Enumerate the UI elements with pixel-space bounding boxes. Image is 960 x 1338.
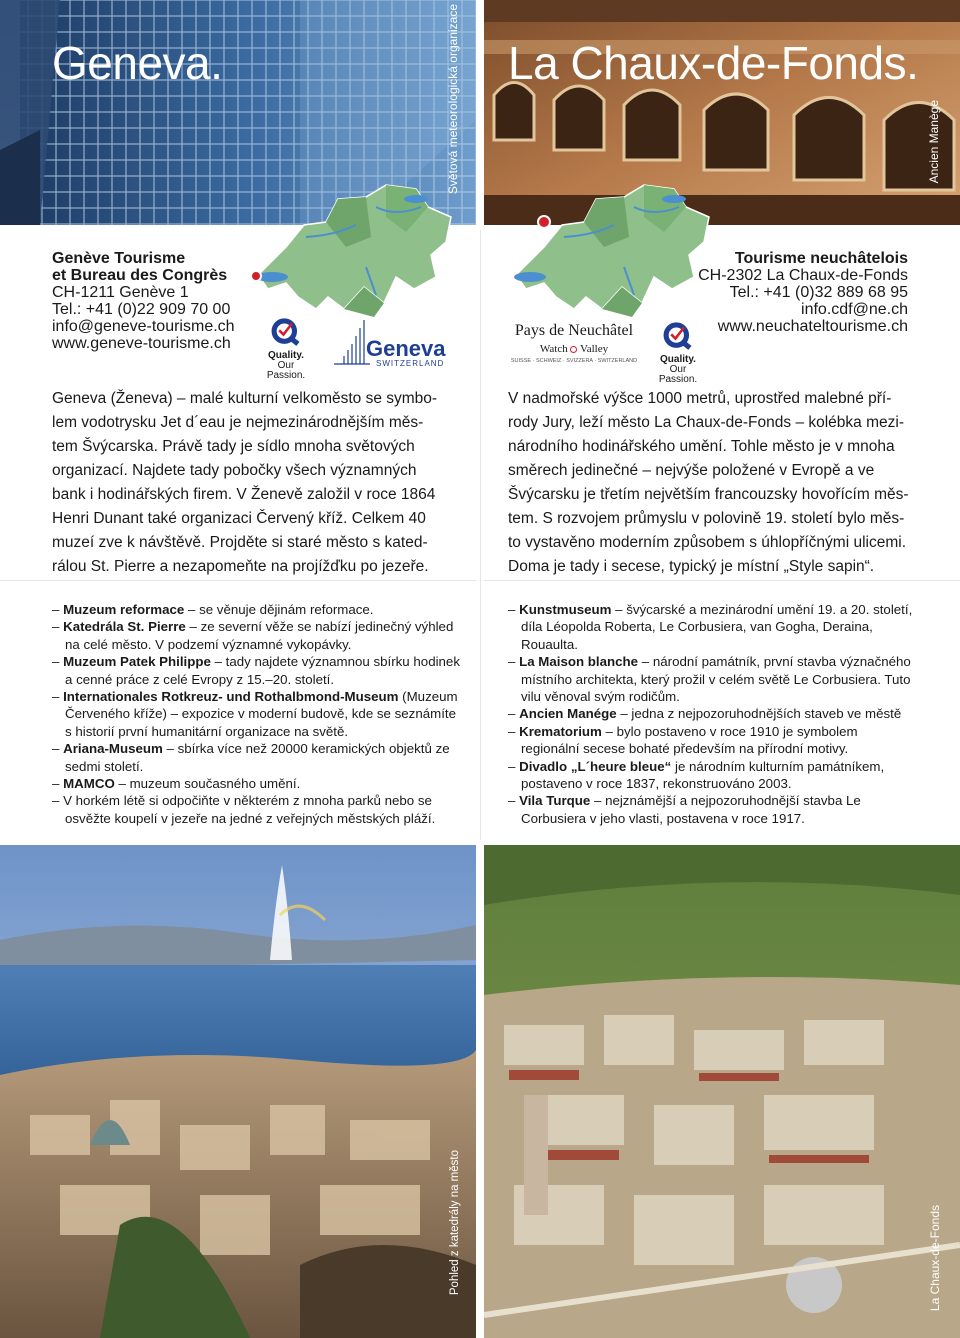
geneva-phone: Tel.: +41 (0)22 909 70 00: [52, 301, 231, 318]
section-divider-right: [484, 580, 960, 581]
geneva-intro-line: rálou St. Pierre a nezapomeňte na projížďku po jezeře.: [52, 558, 429, 575]
geneva-intro-line: muzeí zve k návštěvě. Projděte si staré město s kated-: [52, 534, 428, 551]
chaux-intro-line: Doma je tady i secese, typický je místní „Style sapin“.: [508, 558, 875, 575]
geneva-jet-icon: [330, 318, 370, 368]
chaux-quality-logo: [652, 322, 704, 385]
chaux-intro-line: národního hodinářského umění. Tohle město je v mnoha: [508, 438, 895, 455]
geneva-contact: [52, 250, 292, 352]
chaux-phone: Tel.: +41 (0)32 889 68 95: [729, 284, 908, 301]
geneva-intro-line: lem vodotrysku Jet d´eau je nejmezinárodnějším měs-: [52, 414, 424, 431]
neuchatel-brand-logo: [504, 322, 644, 364]
list-item: – Ancien Manége – jedna z nejpozoruhodnějších staveb ve městě: [508, 705, 918, 722]
list-item: – Internationales Rotkreuz- und Rothalbmond-Museum (Muzeum Červeného kříže) – expozice v moderní budově, kde se seznámíte s historií první humanitární organizace na světě.: [52, 688, 460, 740]
chaux-contact: [670, 250, 908, 335]
geneva-photo-caption: Světová meteorologická organizace: [446, 4, 460, 195]
list-item: – Vila Turque – nejznámější a nejpozoruhodnější stavba Le Corbusiera v jeho vlasti, postavena v roce 1917.: [508, 792, 918, 827]
chaux-intro-line: směrech jedinečné – nejvýše položené v Evropě a ve: [508, 462, 875, 479]
watch-icon: [570, 346, 577, 353]
chaux-map-marker: [537, 215, 551, 229]
quality-q-icon: [269, 318, 303, 346]
quality-line1: Quality.: [660, 354, 696, 365]
neuchatel-brand-langs: SUISSE · SCHWEIZ · SVIZZERA · SWITZERLAND: [510, 358, 638, 364]
list-item: – Kunstmuseum – švýcarské a mezinárodní umění 19. a 20. století, díla Léopolda Roberta, Le Corbusiera, van Gogha, Deraina, Rouaulta.: [508, 601, 918, 653]
section-divider-left: [0, 580, 476, 581]
quality-line1: Quality.: [268, 350, 304, 361]
list-item: – La Maison blanche – národní památník, první stavba význačného místního architekta, který prožil v celém světě Le Corbusiera. Tuto vilu věnoval svým rodičům.: [508, 653, 918, 705]
geneva-logo-text: Geneva: [366, 336, 446, 361]
geneva-logo-sub: SWITZERLAND: [376, 359, 445, 368]
list-item: – Ariana-Museum – sbírka více než 20000 keramických objektů ze sedmi století.: [52, 740, 460, 775]
geneva-address: CH-1211 Genève 1: [52, 284, 189, 301]
chaux-photo-caption: Ancien Manège: [927, 100, 941, 184]
geneva-intro-line: bank i hodinářských firem. V Ženevě založil v roce 1864: [52, 486, 436, 503]
geneva-bottom-caption: Pohled z katedrály na město: [449, 1150, 461, 1296]
chaux-intro-line: Švýcarsku je třetím největším francouzsky hovořícím měs-: [508, 486, 909, 503]
list-item: – MAMCO – muzeum současného umění.: [52, 775, 460, 792]
geneva-quality-logo: [260, 318, 312, 381]
neuchatel-brand-valley: Valley: [580, 343, 609, 355]
geneva-org-line2: et Bureau des Congrès: [52, 267, 228, 284]
chaux-intro-line: to vystavěno moderním způsobem s úhlopříčnými ulicemi.: [508, 534, 906, 551]
geneva-title: Geneva.: [52, 37, 223, 89]
list-item: – V horkém létě si odpočiňte v některém z mnoha parků nebo se osvěžte koupelí v jezeře na jedné z veřejných městských pláží.: [52, 792, 460, 827]
chaux-org: Tourisme neuchâtelois: [734, 250, 908, 267]
geneva-intro-line: organizací. Najdete tady pobočky všech významných: [52, 462, 417, 479]
neuchatel-brand-name: Pays de Neuchâtel: [514, 322, 634, 339]
geneva-intro-line: Henri Dunant také organizaci Červený kříž. Celkem 40: [52, 510, 426, 527]
geneva-intro-line: Geneva (Ženeva) – malé kulturní velkoměsto se symbo-: [52, 390, 438, 407]
chaux-bottom-caption: La Chaux-de-Fonds: [928, 1205, 942, 1312]
neuchatel-brand-watch: Watch: [539, 343, 568, 355]
chaux-intro-line: rody Jury, leží město La Chaux-de-Fonds – kolébka mezi-: [508, 414, 904, 431]
quality-q-icon: [661, 322, 695, 350]
chaux-web-link[interactable]: www.neuchateltourisme.ch: [717, 318, 908, 335]
chaux-intro-line: V nadmořské výšce 1000 metrů, uprostřed malebné pří-: [508, 390, 892, 407]
list-item: – Krematorium – bylo postaveno v roce 1910 je symbolem regionální secese bohaté především na přírodní motivy.: [508, 723, 918, 758]
list-item: – Muzeum Patek Philippe – tady najdete významnou sbírku hodinek a cenné práce z celé Evropy z 15.–20. století.: [52, 653, 460, 688]
geneva-org-line1: Genève Tourisme: [52, 250, 186, 267]
geneva-email-link[interactable]: info@geneve-tourisme.ch: [52, 318, 235, 335]
geneva-aerial-photo: [0, 845, 476, 1338]
list-item: – Katedrála St. Pierre – ze severní věže se nabízí jedinečný výhled na celé město. V podzemí významné vykopávky.: [52, 618, 460, 653]
chaux-title: La Chaux-de-Fonds.: [508, 37, 919, 89]
chaux-attractions-list: [508, 601, 918, 827]
chaux-address: CH-2302 La Chaux-de-Fonds: [698, 267, 908, 284]
chaux-intro: [508, 387, 938, 579]
geneva-intro: [52, 387, 472, 579]
geneva-web-link[interactable]: www.geneve-tourisme.ch: [52, 335, 231, 352]
geneva-intro-line: tem Švýcarska. Právě tady je sídlo mnoha světových: [52, 438, 415, 455]
list-item: – Muzeum reformace – se věnuje dějinám reformace.: [52, 601, 460, 618]
quality-line2: Our Passion.: [266, 360, 306, 381]
chaux-aerial-photo: [484, 845, 960, 1338]
column-divider: [480, 230, 481, 840]
geneva-brand-logo: [330, 318, 448, 370]
chaux-intro-line: tem. S rozvojem průmyslu v polovině 19. století bylo měs-: [508, 510, 905, 527]
quality-line2: Our Passion.: [658, 364, 698, 385]
geneva-attractions-list: [52, 601, 460, 827]
chaux-email-link[interactable]: info.cdf@ne.ch: [801, 301, 908, 318]
list-item: – Divadlo „L´heure bleue“ je národním kulturním památníkem, postaveno v roce 1837, rekonstruováno 2003.: [508, 758, 918, 793]
